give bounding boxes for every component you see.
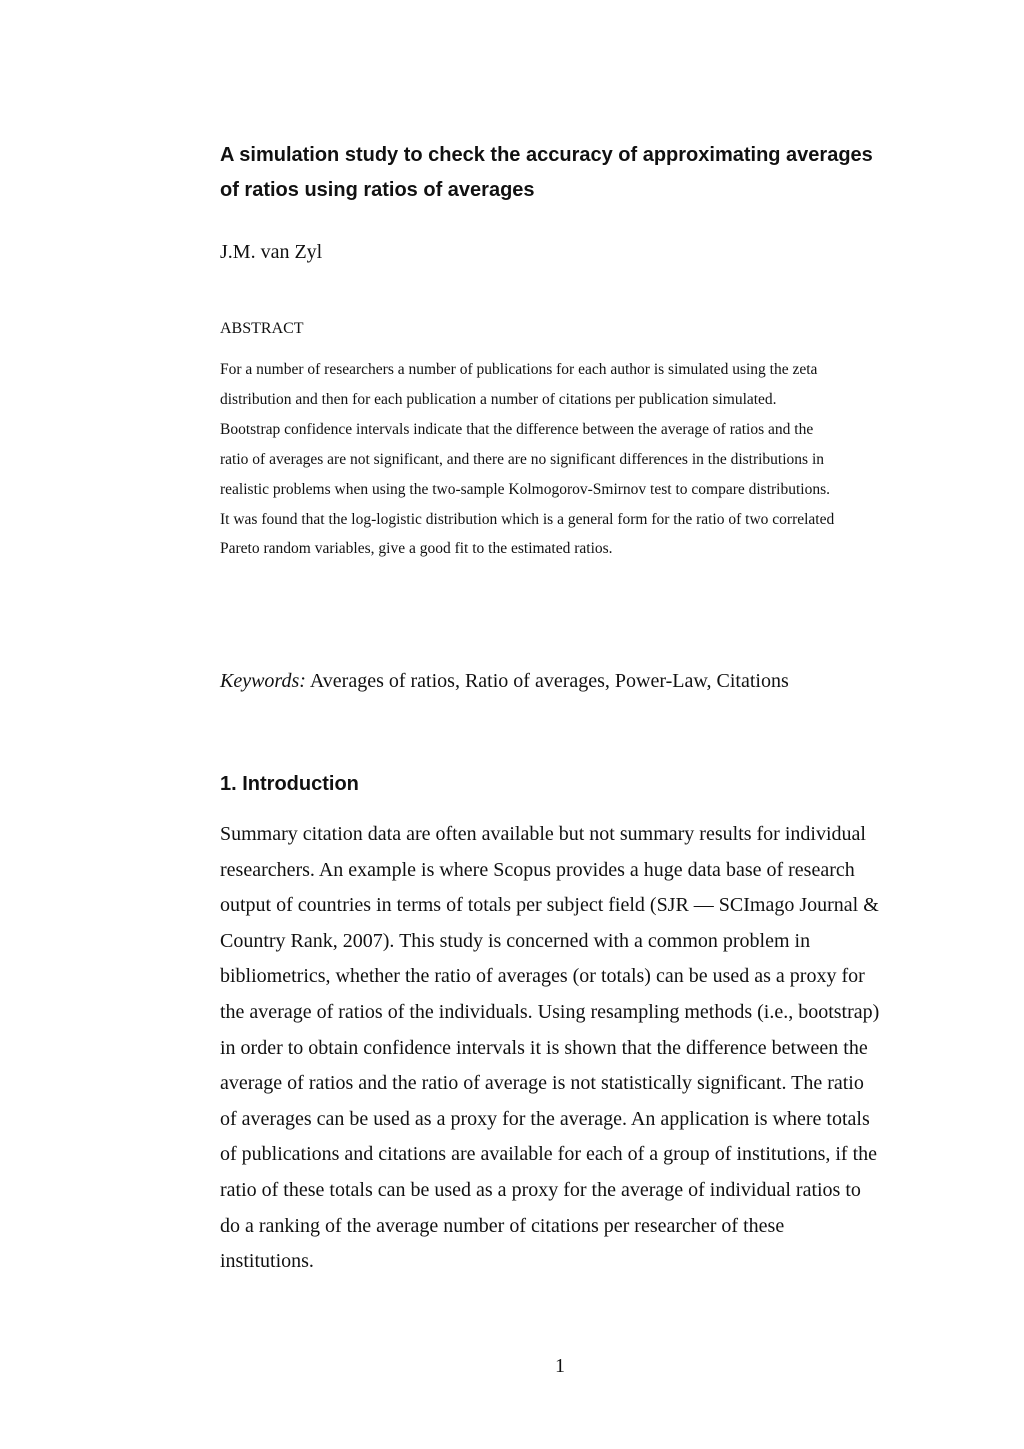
section-heading-introduction: 1. Introduction [220,773,359,795]
author-name: J.M. van Zyl [220,241,323,263]
abstract-line: Pareto random variables, give a good fit to the estimated ratios. [220,540,613,558]
introduction-line: Summary citation data are often available but not summary results for individual [220,823,866,845]
introduction-body [220,817,920,1280]
paper-title-line: of ratios using ratios of averages [220,179,535,201]
introduction-line: researchers. An example is where Scopus provides a huge data base of research [220,858,855,881]
abstract-line: For a number of researchers a number of publications for each author is simulated using the zeta [220,361,818,378]
introduction-line: Country Rank, 2007). This study is concerned with a common problem in [220,929,811,952]
abstract-line: realistic problems when using the two-sample Kolmogorov-Smirnov test to compare distributions. [220,480,831,498]
paper-title-line: A simulation study to check the accuracy of approximating averages [220,144,873,166]
introduction-line: the average of ratios of the individuals. Using resampling methods (i.e., bootstrap) [220,1000,880,1023]
keywords [220,667,789,695]
abstract-heading: ABSTRACT [220,320,304,337]
introduction-line: do a ranking of the average number of citations per researcher of these [220,1214,785,1237]
abstract-line: ratio of averages are not significant, and there are no significant differences in the distributions in [220,450,825,468]
paper-title [220,138,920,208]
introduction-line: ratio of these totals can be used as a proxy for the average of individual ratios to [220,1178,861,1201]
introduction-line: of publications and citations are available for each of a group of institutions, if the [220,1143,878,1166]
keywords-label: Keywords: [220,670,306,692]
abstract-line: distribution and then for each publication a number of citations per publication simulated. [220,390,777,408]
introduction-line: institutions. [220,1250,314,1273]
keywords-text: Averages of ratios, Ratio of averages, Power-Law, Citations [309,670,789,692]
introduction-line: in order to obtain confidence intervals it is shown that the difference between the [220,1036,868,1059]
introduction-line: output of countries in terms of totals per subject field (SJR — SCImago Journal & [220,894,879,917]
abstract-body [220,355,920,564]
page-number: 1 [555,1355,565,1377]
introduction-line: of averages can be used as a proxy for the average. An application is where totals [220,1107,870,1130]
introduction-line: average of ratios and the ratio of average is not statistically significant. The ratio [220,1072,864,1095]
abstract-line: It was found that the log-logistic distribution which is a general form for the ratio of two correlated [220,510,835,528]
abstract-line: Bootstrap confidence intervals indicate that the difference between the average of ratios and the [220,420,814,438]
introduction-line: bibliometrics, whether the ratio of averages (or totals) can be used as a proxy for [220,965,865,988]
